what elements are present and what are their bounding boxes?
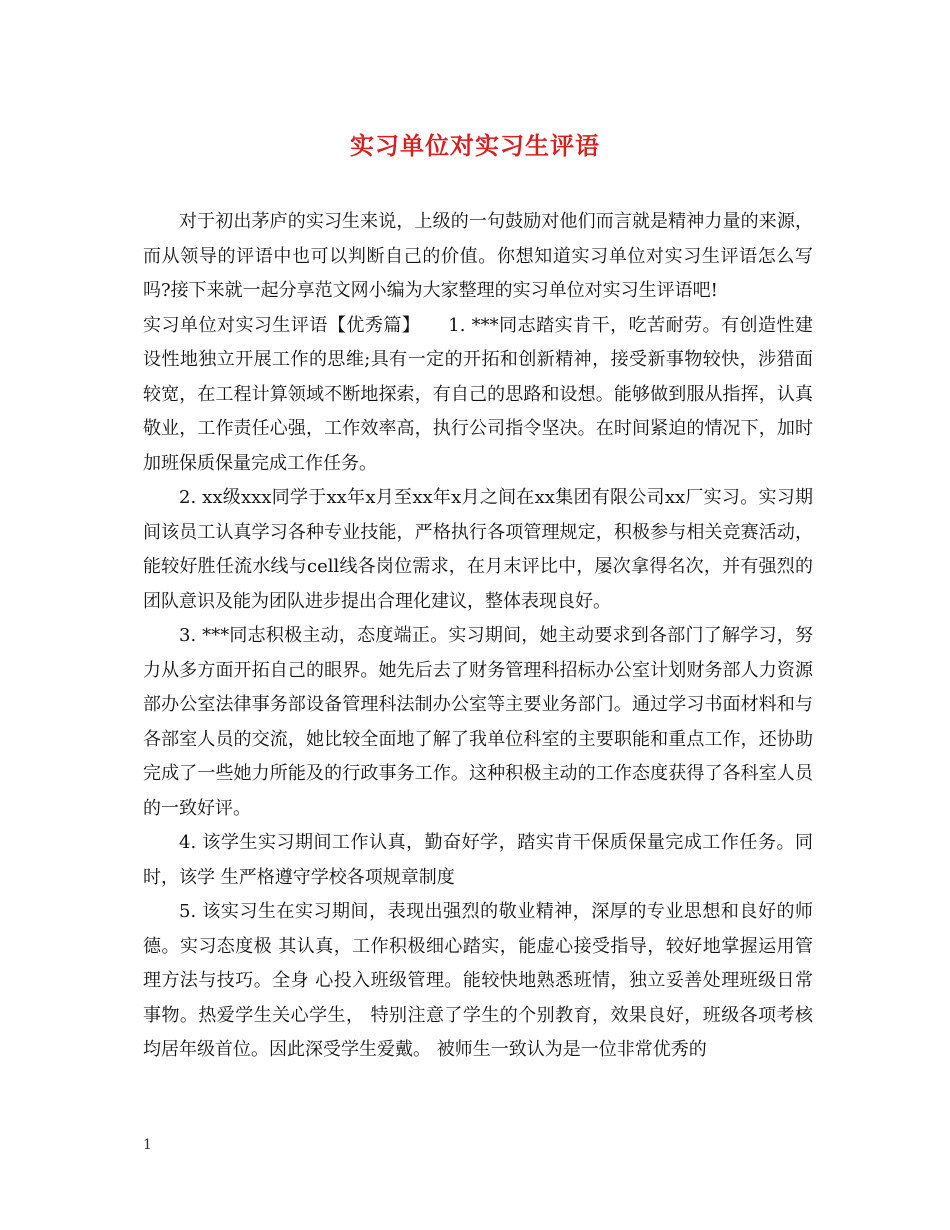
paragraph-5: 5. 该实习生在实习期间，表现出强烈的敬业精神，深厚的专业思想和良好的师德。实习态度极 其认真，工作积极细心踏实，能虚心接受指导，较好地掌握运用管理方法与技巧。全身 心投入班级管理。能较快地熟悉班情，独立妥善处理班级日常事物。热爱学生关心学生， 特别注意了学生的个别教育，效果良好，班级各项考核均居年级首位。因此深受学生爱戴。 被师生一致认为是一位非常优秀的: [143, 901, 813, 1060]
paragraph-intro: 对于初出茅庐的实习生来说，上级的一句鼓励对他们而言就是精神力量的来源，而从领导的评语中也可以判断自己的价值。你想知道实习单位对实习生评语怎么写吗?接下来就一起分享范文网小编为大家整理的实习单位对实习生评语吧!: [143, 211, 813, 301]
paragraph-excellent-1: 实习单位对实习生评语【优秀篇】 1. ***同志踏实肯干，吃苦耐劳。有创造性建设性地独立开展工作的思维;具有一定的开拓和创新精神，接受新事物较快，涉猎面较宽，在工程计算领域不断地探索，有自己的思路和设想。能够做到服从指挥，认真敬业，工作责任心强，工作效率高，执行公司指令坚决。在时间紧迫的情况下，加时加班保质保量完成工作任务。: [143, 314, 813, 474]
page-title: 实习单位对实习生评语: [350, 131, 600, 160]
document-body: [143, 205, 813, 1068]
paragraph-3: 3. ***同志积极主动，态度端正。实习期间，她主动要求到各部门了解学习，努力从多方面开拓自己的眼界。她先后去了财务管理科招标办公室计划财务部人力资源部办公室法律事务部设备管理科法制办公室等主要业务部门。通过学习书面材料和与各部室人员的交流，她比较全面地了解了我单位科室的主要职能和重点工作，还协助完成了一些她力所能及的行政事务工作。这种积极主动的工作态度获得了各科室人员的一致好评。: [143, 625, 813, 819]
page-number: 1: [143, 1137, 152, 1153]
paragraph-2: 2. xx级xxx同学于xx年x月至xx年x月之间在xx集团有限公司xx厂实习。实习期间该员工认真学习各种专业技能，严格执行各项管理规定，积极参与相关竞赛活动，能较好胜任流水线与cell线各岗位需求，在月末评比中，屡次拿得名次，并有强烈的团队意识及能为团队进步提出合理化建议，整体表现良好。: [143, 487, 813, 612]
paragraph-4: 4. 该学生实习期间工作认真，勤奋好学，踏实肯干保质保量完成工作任务。同时，该学 生严格遵守学校各项规章制度: [143, 832, 813, 888]
